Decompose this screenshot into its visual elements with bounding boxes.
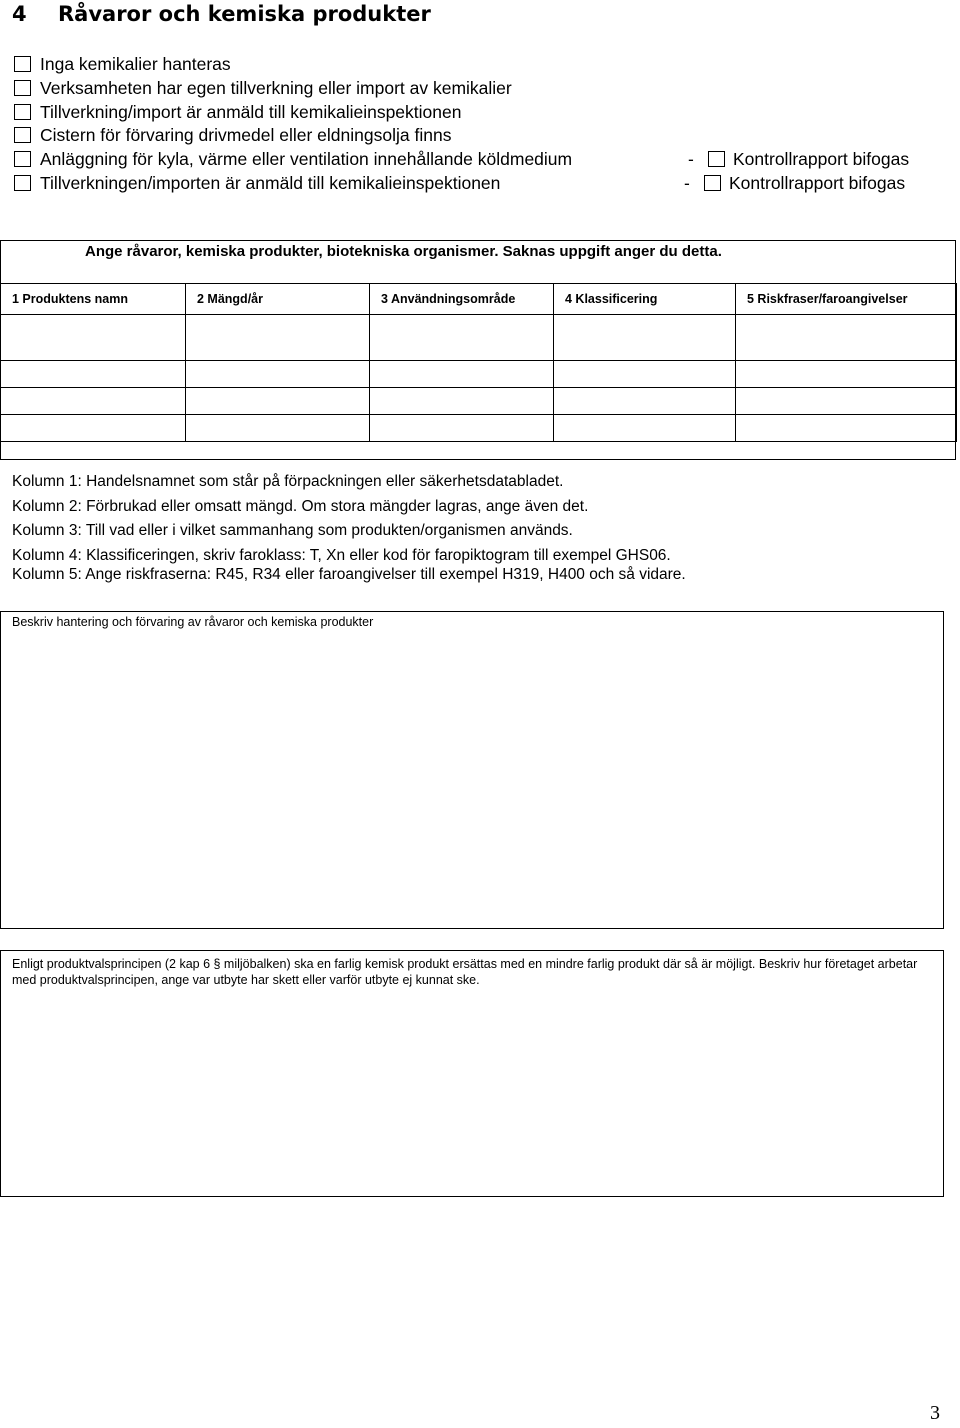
substitution-principle-label: Enligt produktvalsprincipen (2 kap 6 § miljöbalken) ska en farlig kemisk produkt ersättas med en mindre farlig produkt där så är möjligt. Beskriv hur företaget arbetar med produktvalsprincipen, ange var utbyte har skett eller varför utbyte ej kunnat ske.	[12, 957, 918, 987]
checkbox-row-manufacturing-reported[interactable]	[14, 101, 461, 123]
checkbox[interactable]	[704, 175, 721, 191]
table-row	[1, 415, 957, 442]
section-number: 4	[12, 2, 27, 26]
checkbox-row-import-reported[interactable]	[14, 172, 500, 194]
column-note: Kolumn 2: Förbrukad eller omsatt mängd. Om stora mängder lagras, ange även det.	[12, 497, 589, 515]
table-cell[interactable]	[1, 315, 186, 361]
table-cell[interactable]	[370, 415, 554, 442]
column-note: Kolumn 3: Till vad eller i vilket sammanhang som produkten/organismen används.	[12, 522, 573, 539]
column-header: 5 Riskfraser/faroangivelser	[736, 284, 957, 315]
handling-description-label: Beskriv hantering och förvaring av råvaror och kemiska produkter	[12, 615, 374, 629]
column-header: 2 Mängd/år	[186, 284, 370, 315]
column-header: 3 Användningsområde	[370, 284, 554, 315]
column-note: Kolumn 1: Handelsnamnet som står på förpackningen eller säkerhetsdatabladet.	[12, 473, 564, 490]
table-cell[interactable]	[186, 388, 370, 415]
checkbox-label: Cistern för förvaring drivmedel eller eldningsolja finns	[40, 125, 452, 145]
page-number: 3	[930, 1402, 940, 1424]
checkbox[interactable]	[14, 127, 31, 143]
dash: -	[688, 149, 694, 169]
table-cell[interactable]	[736, 361, 957, 388]
table-cell[interactable]	[186, 315, 370, 361]
products-intro: Ange råvaror, kemiska produkter, biotekniska organismer. Saknas uppgift anger du detta.	[85, 243, 722, 260]
column-header: 4 Klassificering	[554, 284, 736, 315]
table-cell[interactable]	[736, 415, 957, 442]
checkbox-label: Kontrollrapport bifogas	[729, 173, 906, 193]
checkbox-label: Tillverkning/import är anmäld till kemikalieinspektionen	[40, 102, 462, 122]
checkbox-row-refrigerant[interactable]	[14, 148, 572, 170]
table-cell[interactable]	[186, 361, 370, 388]
checkbox-label: Inga kemikalier hanteras	[40, 54, 231, 74]
checkbox-label: Tillverkningen/importen är anmäld till kemikalieinspektionen	[40, 173, 501, 193]
column-header: 1 Produktens namn	[1, 284, 186, 315]
table-cell[interactable]	[554, 388, 736, 415]
table-cell[interactable]	[1, 388, 186, 415]
checkbox[interactable]	[14, 151, 31, 167]
products-table	[0, 283, 957, 442]
table-row	[1, 388, 957, 415]
table-row	[1, 361, 957, 388]
checkbox[interactable]	[14, 104, 31, 120]
table-cell[interactable]	[370, 361, 554, 388]
table-row	[1, 315, 957, 361]
table-cell[interactable]	[370, 388, 554, 415]
checkbox-label: Verksamheten har egen tillverkning eller import av kemikalier	[40, 78, 512, 98]
control-report-import[interactable]	[684, 172, 905, 194]
section-heading	[12, 0, 431, 28]
table-header-row	[1, 284, 957, 315]
substitution-principle-box[interactable]	[0, 950, 944, 1197]
table-cell[interactable]	[1, 415, 186, 442]
table-cell[interactable]	[186, 415, 370, 442]
control-report-refrigerant[interactable]	[688, 148, 909, 170]
checkbox-label: Kontrollrapport bifogas	[733, 149, 910, 169]
column-note: Kolumn 5: Ange riskfraserna: R45, R34 eller faroangivelser till exempel H319, H400 och så vidare.	[12, 566, 686, 583]
table-cell[interactable]	[554, 315, 736, 361]
table-cell[interactable]	[370, 315, 554, 361]
checkbox[interactable]	[708, 151, 725, 167]
checkbox-row-own-manufacturing[interactable]	[14, 77, 512, 99]
checkbox-row-fuel-tank[interactable]	[14, 124, 451, 146]
checkbox[interactable]	[14, 80, 31, 96]
table-cell[interactable]	[1, 361, 186, 388]
section-title: Råvaror och kemiska produkter	[58, 2, 431, 26]
checkbox-row-no-chemicals[interactable]	[14, 53, 231, 75]
table-cell[interactable]	[736, 315, 957, 361]
column-notes	[12, 470, 686, 588]
checkbox[interactable]	[14, 56, 31, 72]
table-cell[interactable]	[736, 388, 957, 415]
column-note: Kolumn 4: Klassificeringen, skriv faroklass: T, Xn eller kod för faropiktogram till exempel GHS06.	[12, 546, 671, 564]
checkbox[interactable]	[14, 175, 31, 191]
dash: -	[684, 173, 690, 193]
checkbox-label: Anläggning för kyla, värme eller ventilation innehållande köldmedium	[40, 149, 573, 169]
handling-description-box[interactable]	[0, 611, 944, 929]
table-cell[interactable]	[554, 415, 736, 442]
table-cell[interactable]	[554, 361, 736, 388]
